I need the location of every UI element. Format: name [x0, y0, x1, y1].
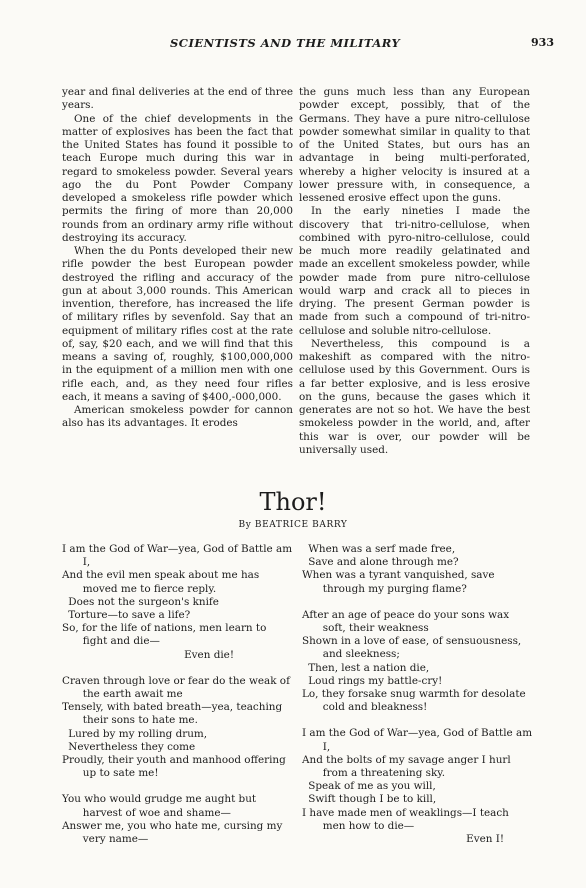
article-left-column — [62, 86, 293, 431]
verse-line: When was a serf made free, — [308, 543, 456, 555]
paragraph: When the du Ponts developed their new rifle powder the best European powder destroyed the rifling and accuracy of the gun at about 3,000 rounds. This American invention, therefore, has increased the life of military rifles by sevenfold. Say that an equipment of military rifles cost at the rate of, say, $20 each, and we will find that this means a saving of, roughly, $100,000,000 in the equipment of a million men with one rifle each, and, as they need four rifles each, it means a saving of $400,-000,000. — [62, 245, 293, 403]
stanza — [302, 609, 534, 715]
verse-line: And the bolts of my savage anger I hurl from a threatening sky. — [302, 753, 511, 780]
verse-line: So, for the life of nations, men learn to fight and die— — [62, 622, 267, 648]
verse-line: I have made men of weaklings—I teach men how to die— — [302, 806, 509, 832]
verse-line: When was a tyrant vanquished, save through my purging flame? — [302, 569, 495, 595]
verse-line: Answer me, you who hate me, cursing my very name— — [62, 819, 283, 846]
verse-line: Nevertheless they come — [68, 740, 196, 753]
verse-line: Loud rings my battle-cry! — [308, 674, 443, 687]
verse-line: Shown in a love of ease, of sensuousness, and sleekness; — [302, 635, 522, 661]
article-right-column — [299, 86, 530, 457]
page-number: 933 — [531, 36, 554, 49]
verse-line: Even die! — [184, 648, 234, 661]
verse-line: Does not the surgeon's knife — [68, 595, 219, 608]
stanza — [302, 543, 534, 596]
poem-byline: By BEATRICE BARRY — [238, 520, 348, 530]
verse-line: Save and alone through me? — [308, 556, 459, 569]
poem-left-column — [62, 543, 294, 859]
verse-line: You who would grudge me aught but harvest of woe and shame— — [62, 793, 257, 819]
paragraph: One of the chief developments in the matter of explosives has been the fact that the United States has found it possible to teach Europe much during this war in regard to smokeless powder. Several years ago the du Pont Powder Company developed a smokeless rifle powder which permits the firing of more than 20,000 rounds from an ordinary army rifle without destroying its accuracy. — [62, 112, 293, 244]
paragraph: In the early nineties I made the discovery that tri-nitro-cellulose, when combined with pyro-nitro-cellulose, could be much more readily gelatinated and made an excellent smokeless powder, while powder made from pure nitro-cellulose would warp and crack all to pieces in drying. The present German powder is made from such a compound of tri-nitro-cellulose and soluble nitro-cellulose. — [299, 205, 530, 337]
verse-line: I am the God of War—yea, God of Battle am I, — [62, 543, 293, 569]
verse-line: Torture—to save a life? — [68, 609, 191, 622]
paragraph: the guns much less than any European powder except, possibly, that of the Germans. They have a pure nitro-cellulose powder somewhat similar in quality to that of the United States, but ours has an advantage in being multi-perforated, whereby a higher velocity is insured at a lower pressure with, in consequence, a lessened erosive effect upon the guns. — [299, 86, 530, 204]
stanza — [302, 727, 534, 846]
verse-line: I am the God of War—yea, God of Battle am I, — [302, 727, 533, 753]
verse-line: Proudly, their youth and manhood offering up to sate me! — [62, 754, 286, 780]
paragraph: year and final deliveries at the end of three years. — [62, 86, 293, 112]
verse-line: Lured by my rolling drum, — [68, 727, 208, 740]
running-title: SCIENTISTS AND THE MILITARY — [170, 36, 401, 50]
paragraph: American smokeless powder for cannon also has its advantages. It erodes — [62, 404, 293, 430]
verse-line: Even I! — [466, 833, 504, 846]
verse-line: Then, lest a nation die, — [308, 661, 430, 674]
verse-line: And the evil men speak about me has moved me to fierce reply. — [62, 569, 260, 595]
poem-right-column — [302, 543, 534, 859]
paragraph: Nevertheless, this compound is a makeshift as compared with the nitro-cellulose used by this Government. Ours is a far better explosive, and is less erosive on the guns, because the gases which it generates are not so hot. We have the best smokeless powder in the world, and, after this war is over, our powder will be universally used. — [299, 337, 530, 456]
verse-line: Tensely, with bated breath—yea, teaching their sons to hate me. — [62, 701, 283, 727]
verse-line: Craven through love or fear do the weak of the earth await me — [62, 674, 290, 701]
stanza — [62, 543, 294, 662]
verse-line: Swift though I be to kill, — [308, 793, 437, 806]
verse-line: After an age of peace do your sons wax soft, their weakness — [302, 608, 510, 635]
stanza — [62, 793, 294, 846]
verse-line: Lo, they forsake snug warmth for desolate cold and bleakness! — [302, 688, 526, 714]
poem-title: Thor! — [259, 488, 327, 516]
page-header — [60, 36, 560, 56]
stanza — [62, 675, 294, 781]
verse-line: Speak of me as you will, — [308, 780, 436, 793]
